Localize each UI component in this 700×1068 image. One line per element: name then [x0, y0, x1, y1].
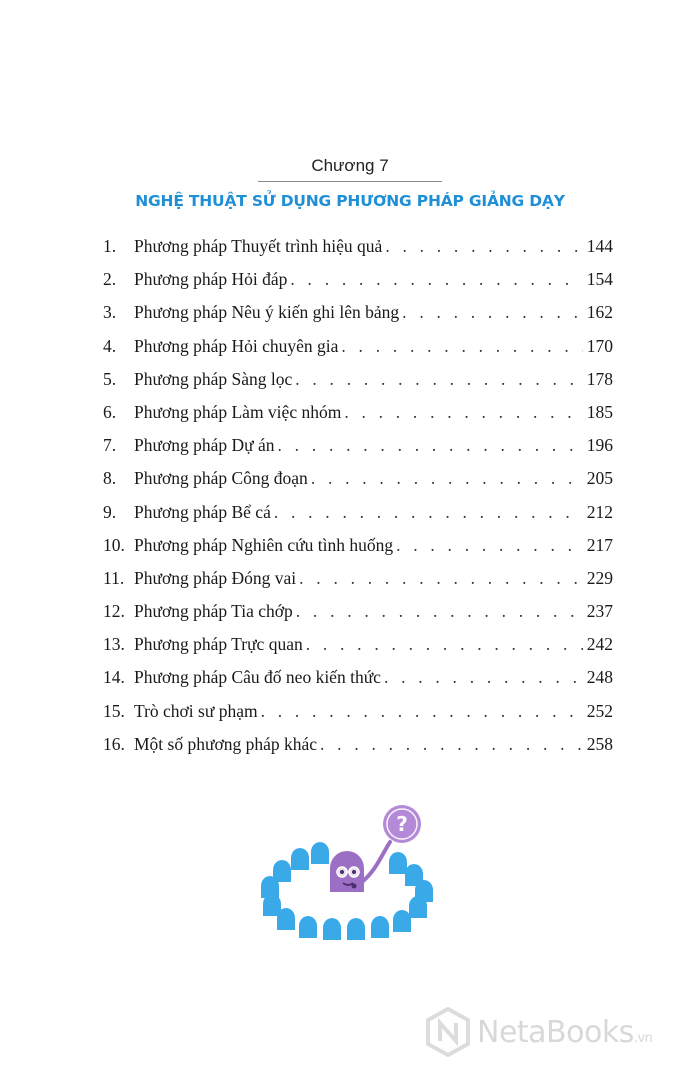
toc-row: [103, 363, 613, 396]
toc-title: Phương pháp Dự án: [134, 435, 275, 456]
toc-number: 11.: [103, 567, 125, 588]
toc-number: 7.: [103, 435, 117, 456]
toc-page-number: 162: [586, 302, 613, 323]
toc-page-number: 205: [586, 468, 613, 489]
toc-leader-dots: [296, 595, 583, 628]
toc-leader-dots: [261, 695, 583, 728]
toc-number: 15.: [103, 700, 125, 721]
toc-page-number: 237: [586, 601, 613, 622]
toc-row: [103, 429, 613, 462]
toc-title: Phương pháp Câu đố neo kiến thức: [134, 667, 381, 688]
toc-number: 16.: [103, 733, 125, 754]
toc-row: [103, 695, 613, 728]
toc-title: Phương pháp Đóng vai: [134, 567, 297, 588]
toc-row: [103, 661, 613, 694]
chapter-title: NGHỆ THUẬT SỬ DỤNG PHƯƠNG PHÁP GIẢNG DẠY: [135, 192, 565, 210]
toc-title: Phương pháp Trực quan: [134, 634, 303, 655]
toc-title: Phương pháp Hỏi chuyên gia: [134, 335, 339, 356]
toc-title: Trò chơi sư phạm: [134, 700, 258, 721]
toc-page-number: 212: [586, 501, 613, 522]
toc-leader-dots: [344, 396, 582, 429]
classroom-illustration: [258, 800, 448, 960]
toc-page-number: 217: [586, 534, 613, 555]
toc-leader-dots: [341, 330, 582, 363]
toc-leader-dots: [385, 230, 582, 263]
toc-number: 12.: [103, 601, 125, 622]
toc-row: [103, 230, 613, 263]
watermark: [425, 1002, 700, 1062]
toc-title: Phương pháp Tia chớp: [134, 601, 293, 622]
watermark-suffix: .vn: [633, 1030, 653, 1046]
toc-number: 6.: [103, 401, 117, 422]
watermark-brand: NetaBooks.vn: [477, 1014, 653, 1050]
toc-row: [103, 529, 613, 562]
chapter-divider: [258, 181, 442, 182]
toc-leader-dots: [295, 363, 583, 396]
toc-number: 2.: [103, 269, 117, 290]
toc-title: Phương pháp Nêu ý kiến ghi lên bảng: [134, 302, 400, 323]
toc-title: Phương pháp Làm việc nhóm: [134, 401, 342, 422]
toc-page-number: 170: [586, 335, 613, 356]
toc-row: [103, 562, 613, 595]
toc-page-number: 196: [586, 435, 613, 456]
toc-row: [103, 628, 613, 661]
toc-leader-dots: [306, 628, 583, 661]
toc-leader-dots: [402, 296, 583, 329]
toc-title: Phương pháp Hỏi đáp: [134, 269, 288, 290]
toc-title: Phương pháp Thuyết trình hiệu quả: [134, 236, 383, 256]
speaker-figure: [330, 851, 364, 892]
toc-row: [103, 396, 613, 429]
toc-row: [103, 296, 613, 329]
toc-page-number: 185: [586, 401, 613, 422]
chapter-label: Chương 7: [311, 156, 389, 175]
question-mark-icon: ?: [396, 812, 408, 836]
toc-page-number: 144: [586, 236, 613, 256]
toc-number: 14.: [103, 667, 125, 688]
toc-number: 10.: [103, 534, 125, 555]
toc-leader-dots: [396, 529, 583, 562]
toc-page-number: 252: [586, 700, 613, 721]
toc-title: Một số phương pháp khác: [134, 733, 318, 754]
toc-number: 5.: [103, 368, 117, 389]
toc-page-number: 178: [586, 368, 613, 389]
toc-leader-dots: [278, 429, 583, 462]
toc-title: Phương pháp Công đoạn: [134, 468, 308, 489]
toc-row: [103, 263, 613, 296]
toc-title: Phương pháp Sàng lọc: [134, 368, 293, 389]
toc-page-number: 258: [586, 733, 613, 754]
toc-number: 9.: [103, 501, 117, 522]
toc-row: [103, 330, 613, 363]
toc-title: Phương pháp Bể cá: [134, 501, 271, 522]
toc-leader-dots: [384, 661, 583, 694]
toc-number: 13.: [103, 634, 125, 655]
toc-row: [103, 496, 613, 529]
toc-leader-dots: [299, 562, 583, 595]
n-hexagon-icon: [425, 1007, 471, 1057]
toc-number: 3.: [103, 302, 117, 323]
toc-leader-dots: [274, 496, 583, 529]
toc-number: 1.: [103, 236, 117, 256]
toc-page-number: 154: [586, 269, 613, 290]
toc-leader-dots: [290, 263, 582, 296]
toc-number: 8.: [103, 468, 117, 489]
table-of-contents: [103, 230, 613, 761]
toc-row: [103, 462, 613, 495]
toc-page-number: 248: [586, 667, 613, 688]
toc-title: Phương pháp Nghiên cứu tình huống: [134, 534, 394, 555]
toc-page-number: 229: [586, 567, 613, 588]
toc-page-number: 242: [586, 634, 613, 655]
toc-leader-dots: [311, 462, 583, 495]
toc-leader-dots: [320, 728, 583, 761]
toc-row: [103, 728, 613, 761]
toc-number: 4.: [103, 335, 117, 356]
toc-row: [103, 595, 613, 628]
